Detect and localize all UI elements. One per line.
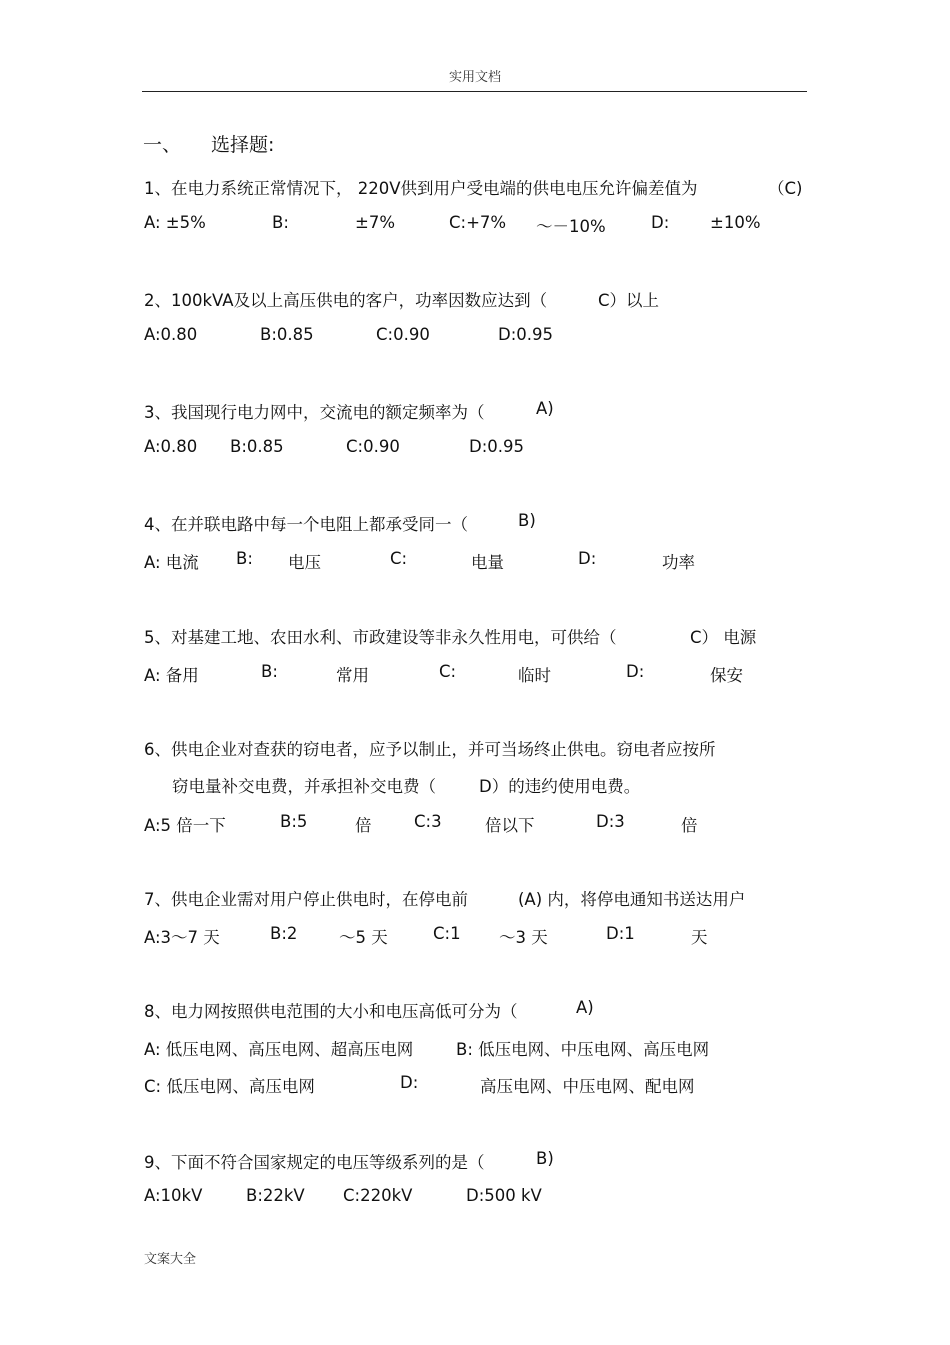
- q8-option-a: A: 低压电网、高压电网、超高压电网: [144, 1040, 414, 1059]
- q6-option-a: A:5 倍一下: [144, 816, 226, 835]
- q7-option-c-value: ～3 天: [499, 928, 548, 947]
- q8-option-c: C: 低压电网、高压电网: [144, 1077, 315, 1096]
- question-3-text: 3、我国现行电力网中，交流电的额定频率为（: [144, 403, 485, 422]
- q6-option-b-value: 倍: [355, 816, 372, 835]
- q7-option-d-value: 天: [691, 928, 708, 947]
- q4-option-c-label: C:: [390, 549, 408, 568]
- q4-option-a: A: 电流: [144, 553, 199, 572]
- q7-option-c-label: C:1: [433, 924, 461, 943]
- section-title: 选择题:: [211, 134, 275, 156]
- question-6-text: 6、供电企业对查获的窃电者，应予以制止，并可当场终止供电。窃电者应按所: [144, 740, 716, 759]
- q3-option-c: C:0.90: [346, 437, 400, 456]
- q9-option-d: D:500 kV: [466, 1186, 542, 1205]
- q2-option-d: D:0.95: [498, 325, 554, 344]
- question-1-text: 1、在电力系统正常情况下， 220V供到用户受电端的供电电压允许偏差值为: [144, 179, 698, 198]
- question-7-text: 7、供电企业需对用户停止供电时，在停电前: [144, 890, 468, 909]
- section-number: 一、: [143, 134, 182, 156]
- q8-option-d-value: 高压电网、中压电网、配电网: [480, 1077, 695, 1096]
- q1-option-d-value: ±10%: [710, 213, 761, 232]
- question-2-answer: C）以上: [598, 291, 660, 310]
- q6-option-b-label: B:5: [280, 812, 308, 831]
- q5-option-c-label: C:: [439, 662, 457, 681]
- q4-option-b-value: 电压: [288, 553, 321, 572]
- question-9-answer: B): [536, 1149, 554, 1168]
- q6-option-d-label: D:3: [596, 812, 625, 831]
- question-1-answer: （C): [768, 179, 803, 198]
- q7-option-b-value: ～5 天: [339, 928, 388, 947]
- q4-option-d-value: 功率: [662, 553, 695, 572]
- q6-option-d-value: 倍: [681, 816, 698, 835]
- question-5-answer: C） 电源: [690, 628, 757, 647]
- q5-option-d-value: 保安: [710, 666, 743, 685]
- question-9-text: 9、下面不符合国家规定的电压等级系列的是（: [144, 1153, 485, 1172]
- q9-option-a: A:10kV: [144, 1186, 203, 1205]
- q1-option-c-value: ～－10%: [536, 217, 606, 236]
- q6-option-c-value: 倍以下: [485, 816, 535, 835]
- page-footer: 文案大全: [144, 1252, 197, 1267]
- q1-option-a: A: ±5%: [144, 213, 206, 232]
- q5-option-b-value: 常用: [336, 666, 369, 685]
- q1-option-d-label: D:: [651, 213, 670, 232]
- q4-option-b-label: B:: [236, 549, 253, 568]
- question-5-text: 5、对基建工地、农田水利、市政建设等非永久性用电，可供给（: [144, 628, 617, 647]
- q5-option-d-label: D:: [626, 662, 645, 681]
- question-7-answer: (A) 内，将停电通知书送达用户: [518, 890, 746, 909]
- q8-option-b: B: 低压电网、中压电网、高压电网: [456, 1040, 710, 1059]
- q4-option-c-value: 电量: [471, 553, 504, 572]
- question-8-text: 8、电力网按照供电范围的大小和电压高低可分为（: [144, 1002, 518, 1021]
- q3-option-d: D:0.95: [469, 437, 525, 456]
- q1-option-c-label: C:+7%: [449, 213, 507, 232]
- question-6-answer: D）的违约使用电费。: [479, 777, 641, 796]
- question-6-text-line2: 窃电量补交电费，并承担补交电费（: [172, 777, 436, 796]
- q3-option-a: A:0.80: [144, 437, 198, 456]
- q5-option-c-value: 临时: [518, 666, 551, 685]
- question-4-answer: B): [518, 511, 536, 530]
- question-4-text: 4、在并联电路中每一个电阻上都承受同一（: [144, 515, 468, 534]
- q8-option-d-label: D:: [400, 1073, 419, 1092]
- q7-option-a: A:3～7 天: [144, 928, 220, 947]
- question-2-text: 2、100kVA及以上高压供电的客户，功率因数应达到（: [144, 291, 548, 310]
- q3-option-b: B:0.85: [230, 437, 284, 456]
- q5-option-a: A: 备用: [144, 666, 199, 685]
- q2-option-a: A:0.80: [144, 325, 198, 344]
- q6-option-c-label: C:3: [414, 812, 442, 831]
- q7-option-d-label: D:1: [606, 924, 635, 943]
- q5-option-b-label: B:: [261, 662, 278, 681]
- q7-option-b-label: B:2: [270, 924, 298, 943]
- q1-option-b-value: ±7%: [355, 213, 396, 232]
- q2-option-b: B:0.85: [260, 325, 314, 344]
- header-rule: [142, 91, 807, 92]
- q4-option-d-label: D:: [578, 549, 597, 568]
- q9-option-b: B:22kV: [246, 1186, 305, 1205]
- question-3-answer: A): [536, 399, 554, 418]
- question-8-answer: A): [576, 998, 594, 1017]
- q9-option-c: C:220kV: [343, 1186, 413, 1205]
- page-header: 实用文档: [448, 70, 501, 85]
- q1-option-b-label: B:: [272, 213, 289, 232]
- q2-option-c: C:0.90: [376, 325, 430, 344]
